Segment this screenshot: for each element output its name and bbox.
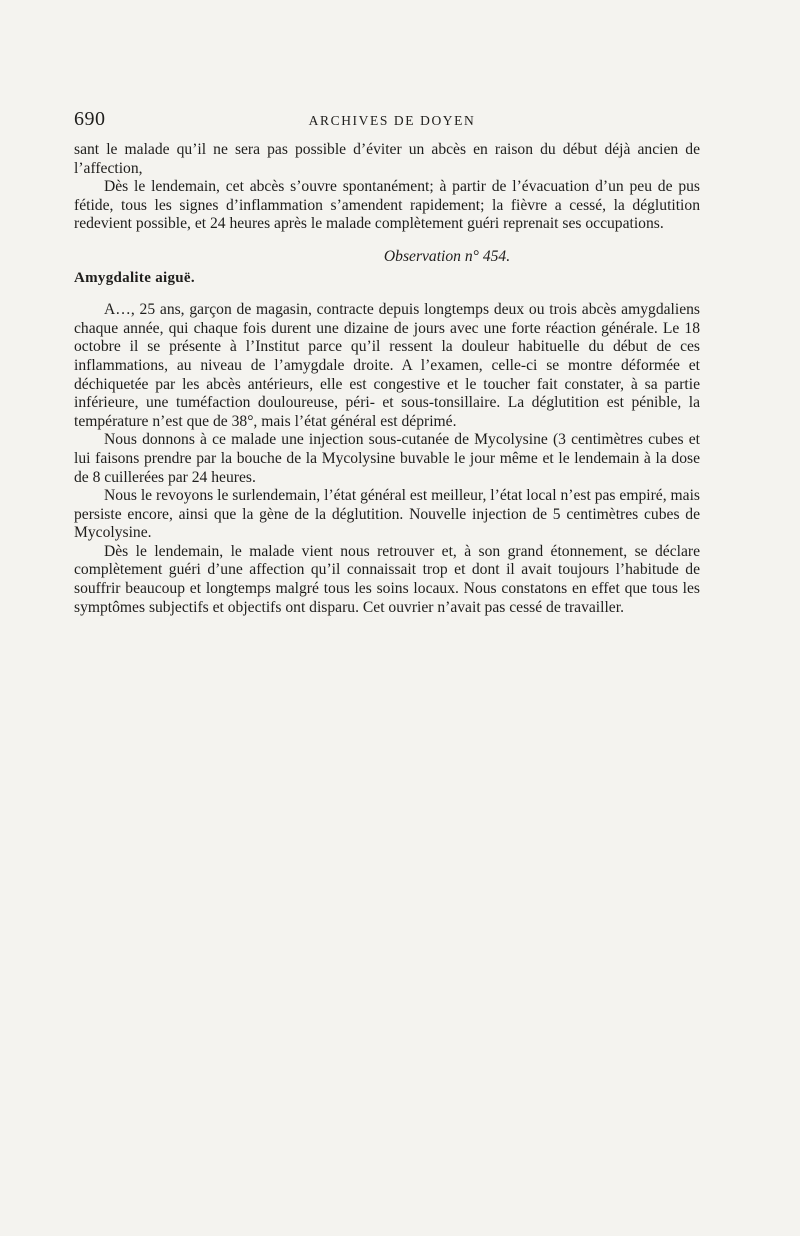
paragraph: Dès le lendemain, cet abcès s’ouvre spontanément; à partir de l’évacuation d’un peu de pus fétide, tous les signes d’inflammation s’amendent rapidement; la fièvre a cessé, la déglutition redevient possible, et 24 heures après le malade complètement guéri reprenait ses occupations.	[74, 178, 700, 233]
spacer	[74, 287, 700, 301]
observation-heading: Observation n° 454.	[383, 247, 511, 265]
running-head: ARCHIVES DE DOYEN	[308, 113, 476, 128]
paragraph-continuation: sant le malade qu’il ne sera pas possible d’éviter un abcès en raison du début déjà ancien de l’affection,	[74, 141, 700, 177]
body-text	[74, 141, 700, 617]
page-number: 690	[74, 108, 106, 130]
page-header	[74, 108, 700, 134]
paragraph: A…, 25 ans, garçon de magasin, contracte depuis longtemps deux ou trois abcès amygdaliens chaque année, qui chaque fois durent une dizaine de jours avec une forte réaction générale. Le 18 octobre il se présente à l’Institut parce qu’il ressent la douleur habituelle du début de ces inflammations, au niveau de l’amygdale droite. A l’examen, celle-ci se montre déformée et déchiquetée par les abcès antérieurs, elle est congestive et le toucher fait constater, à sa partie inférieure, une tuméfaction douloureuse, péri- et sous-tonsillaire. La déglutition est pénible, la température n’est que de 38°, mais l’état général est déprimé.	[74, 301, 700, 430]
paragraph: Nous donnons à ce malade une injection sous-cutanée de Mycolysine (3 centimètres cubes et lui faisons prendre par la bouche de la Mycolysine buvable le jour même et le lendemain à la dose de 8 cuillerées par 24 heures.	[74, 431, 700, 486]
paragraph: Nous le revoyons le surlendemain, l’état général est meilleur, l’état local n’est pas empiré, mais persiste encore, ainsi que la gène de la déglutition. Nouvelle injection de 5 centimètres cubes de Mycolysine.	[74, 487, 700, 542]
paragraph: Dès le lendemain, le malade vient nous retrouver et, à son grand étonnement, se déclare complètement guéri d’une affection qu’il connaissait trop et dont il avait toujours l’habitude de souffrir beaucoup et longtemps malgré tous les soins locaux. Nous constatons en effet que tous les symptômes subjectifs et objectifs ont disparu. Cet ouvrier n’avait pas cessé de travailler.	[74, 542, 700, 616]
case-title: Amygdalite aiguë.	[74, 269, 195, 286]
